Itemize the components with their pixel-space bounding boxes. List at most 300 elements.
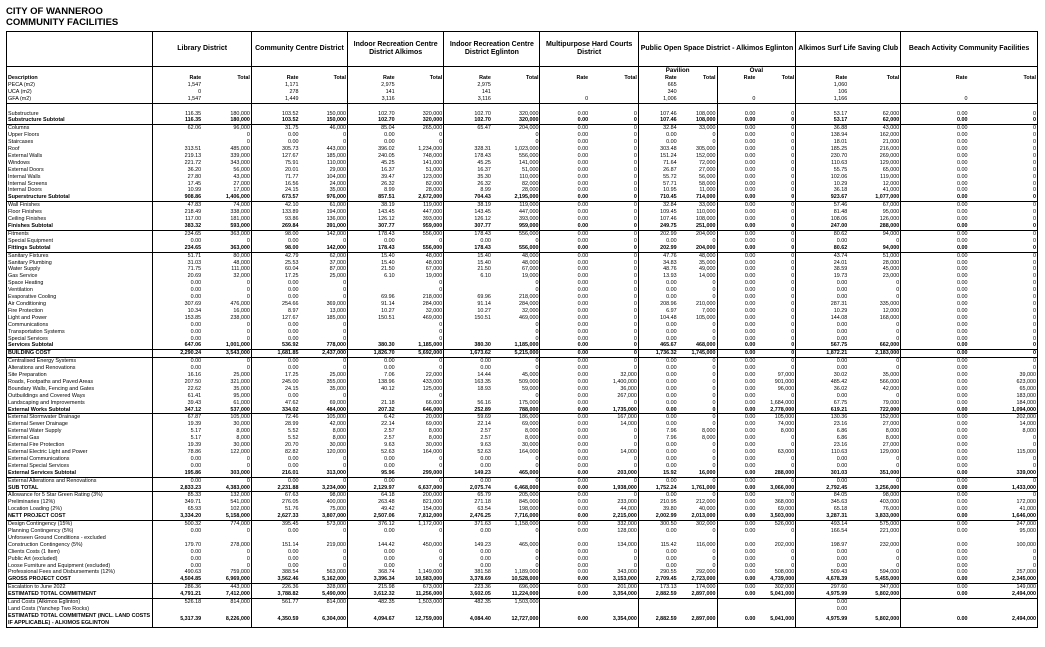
total-cell: 0 [396,365,444,372]
rate-cell: 110.63 [796,449,848,456]
total-cell [848,82,900,89]
total-cell: 0 [589,230,638,237]
total-cell: 0 [589,556,638,563]
rate-cell: 0.00 [540,125,589,132]
total-cell: 12,000 [848,181,900,188]
total-cell: 265,000 [396,125,444,132]
table-row [7,535,1038,542]
rate-cell: 0.00 [717,252,756,259]
rate-cell: 219.13 [153,153,202,160]
total-cell: 30,000 [492,442,540,449]
total-cell: 110,000 [299,160,347,167]
table-row [7,442,1038,449]
row-label: Roof [7,146,153,153]
rate-header: Rate [540,75,589,82]
total-cell: 123,000 [396,174,444,181]
total-cell: 67,000 [848,202,900,209]
total-cell: 901,000 [756,379,795,386]
total-cell: 65,000 [968,386,1037,393]
total-cell [756,82,795,89]
rate-cell: 109.45 [638,209,677,216]
table-row [7,252,1038,259]
rate-cell: 1,872.21 [796,350,848,358]
rate-cell: 0 [901,96,969,103]
rate-cell: 0.00 [717,477,756,484]
total-cell: 36,000 [589,386,638,393]
rate-cell: 0.00 [638,329,677,336]
rate-cell: 208.96 [638,301,677,308]
rate-cell: 0.00 [717,414,756,421]
total-cell: 0 [492,528,540,535]
total-cell: 0 [492,563,540,570]
total-cell: 623,000 [968,379,1037,386]
total-cell: 216,000 [848,146,900,153]
rate-cell: 0.00 [796,238,848,245]
rate-cell: 301.03 [796,470,848,477]
rate-cell: 0.00 [901,569,969,576]
total-cell: 541,000 [202,499,251,506]
total-cell: 129,000 [848,160,900,167]
total-cell [848,103,900,110]
rate-cell: 0.00 [638,386,677,393]
rate-cell: 1,547 [153,82,202,89]
rate-cell: 17.25 [251,372,299,379]
rate-cell: 51.71 [153,252,202,259]
rate-cell: 153.85 [153,315,202,322]
total-cell: 32,000 [492,308,540,315]
total-cell: 42,000 [299,421,347,428]
rate-cell: 26.32 [444,181,492,188]
total-cell: 0 [202,563,251,570]
rate-cell: 0.00 [348,238,396,245]
total-cell [589,535,638,542]
rate-cell: 20.70 [251,442,299,449]
rate-cell: 36.02 [796,386,848,393]
total-cell: 74,000 [756,421,795,428]
rate-cell: 0.00 [153,528,202,535]
total-cell: 0 [396,280,444,287]
total-cell: 0 [589,315,638,322]
total-cell: 288,000 [756,470,795,477]
total-cell: 284,000 [492,301,540,308]
rate-cell: 133.89 [251,209,299,216]
total-cell: 69,000 [756,506,795,513]
total-cell: 0 [589,139,638,146]
total-cell: 1,745,000 [678,350,717,358]
total-cell: 94,000 [848,230,900,237]
total-cell: 0 [589,549,638,556]
total-cell: 0 [968,435,1037,442]
rate-cell: 0.00 [444,563,492,570]
rate-cell: 0.00 [901,280,969,287]
total-cell: 11,224,000 [492,591,540,598]
total-cell: 45,000 [848,266,900,273]
rate-cell: 26.32 [348,181,396,188]
row-label: SUB TOTAL [7,485,153,492]
total-cell: 0 [202,556,251,563]
table-row [7,187,1038,194]
row-label: Sanitary Fixtures [7,252,153,259]
table-row [7,591,1038,598]
rate-cell [153,535,202,542]
total-cell [202,89,251,96]
rate-cell: 57.71 [638,181,677,188]
rate-cell [153,606,202,613]
row-label: Floor Finishes [7,209,153,216]
rate-cell: 195.86 [153,470,202,477]
total-cell: 320,000 [492,111,540,118]
total-cell: 0 [968,223,1037,230]
total-cell: 3,503,000 [756,513,795,520]
table-row [7,315,1038,322]
total-cell: 43,000 [202,174,251,181]
rate-cell: 67.63 [251,492,299,499]
total-cell: 556,000 [492,153,540,160]
rate-cell: 0.00 [717,336,756,343]
total-cell: 0 [756,160,795,167]
rate-cell: 20.01 [251,167,299,174]
rate-cell: 269.84 [251,223,299,230]
rate-cell: 0.00 [540,181,589,188]
total-cell: 0 [968,194,1037,201]
rate-cell: 0.00 [444,528,492,535]
rate-cell: 207.50 [153,379,202,386]
rate-cell: 0.00 [717,513,756,520]
rate-cell: 64.18 [348,492,396,499]
rate-cell: 1,166 [796,96,848,103]
row-label: External Fire Protection [7,442,153,449]
total-cell: 339,000 [968,470,1037,477]
rate-cell: 9.63 [348,442,396,449]
total-cell: 8,000 [678,428,717,435]
total-cell: 42,000 [848,386,900,393]
table-row [7,563,1038,570]
table-row [7,556,1038,563]
total-cell [756,89,795,96]
total-cell: 0 [756,273,795,280]
rate-cell: 561.77 [251,599,299,606]
rate-cell: 10.29 [796,181,848,188]
total-cell: 0 [756,153,795,160]
rate-cell: 0.00 [901,379,969,386]
table-row [7,499,1038,506]
row-label: PECA (m2) [7,82,153,89]
row-label: External Doors [7,167,153,174]
total-cell: 0 [756,301,795,308]
table-row [7,528,1038,535]
rate-cell: 51.76 [251,506,299,513]
total-cell: 0 [589,194,638,201]
table-row [7,273,1038,280]
rate-cell: 0.00 [717,187,756,194]
total-cell [299,103,347,110]
total-cell [756,103,795,110]
total-cell: 0 [756,280,795,287]
rate-cell: 16.37 [444,167,492,174]
rate-cell: 0.00 [540,569,589,576]
row-label: Fitments [7,230,153,237]
total-cell: 12,727,000 [492,613,540,628]
total-cell: 0 [756,209,795,216]
total-cell: 0 [968,139,1037,146]
rate-cell: 0.00 [540,435,589,442]
rate-cell: 0.00 [796,606,848,613]
total-cell [968,82,1037,89]
table-row [7,174,1038,181]
rate-cell: 0.00 [348,365,396,372]
total-cell: 0 [589,160,638,167]
rate-cell: 0.00 [901,223,969,230]
total-cell: 2,494,000 [968,613,1037,628]
rate-cell: 2,507.06 [348,513,396,520]
total-cell: 2,897,000 [678,591,717,598]
rate-cell: 0.00 [540,132,589,139]
total-cell: 204,000 [678,245,717,252]
row-label: Outbuildings and Covered Ways [7,393,153,400]
rate-cell: 1,673.62 [444,350,492,358]
total-cell: 556,000 [396,230,444,237]
table-row [7,400,1038,407]
total-cell: 0 [756,456,795,463]
rate-cell: 0.00 [638,294,677,301]
total-cell: 29,000 [299,167,347,174]
rate-cell: 215.98 [348,584,396,591]
rate-cell: 0.00 [251,132,299,139]
rate-cell: 0.00 [717,117,756,124]
rate-cell: 0.00 [638,365,677,372]
rate-cell: 8.99 [348,187,396,194]
total-cell: 0 [589,273,638,280]
rate-cell: 15.40 [348,252,396,259]
rate-cell: 0.00 [540,456,589,463]
total-cell: 183,000 [968,393,1037,400]
rate-cell: 673.57 [251,194,299,201]
rate-cell: 24.15 [251,386,299,393]
total-cell [492,96,540,103]
total-cell: 45,000 [492,372,540,379]
rate-cell [348,336,396,343]
total-cell: 0 [299,294,347,301]
table-row [7,435,1038,442]
rate-cell: 0.00 [717,273,756,280]
rate-cell: 126.12 [444,216,492,223]
rate-cell: 0.00 [540,499,589,506]
total-cell: 0 [589,336,638,343]
row-label: External Sewer Drainage [7,421,153,428]
rate-cell: 0.00 [251,139,299,146]
total-cell: 447,000 [396,209,444,216]
rate-cell: 47.62 [251,400,299,407]
total-cell: 3,543,000 [202,350,251,358]
total-cell: 0 [202,287,251,294]
total-cell: 0 [968,245,1037,252]
rate-cell: 106 [796,89,848,96]
total-cell: 1,234,000 [396,146,444,153]
total-cell: 662,000 [848,342,900,349]
total-cell: 5,041,000 [756,591,795,598]
rate-cell: 0.00 [444,238,492,245]
total-cell: 1,433,000 [968,485,1037,492]
total-cell: 2,897,000 [678,613,717,628]
total-cell: 79,000 [848,400,900,407]
total-cell: 0 [492,280,540,287]
rate-cell: 0.00 [348,528,396,535]
total-cell: 10,583,000 [396,576,444,583]
total-cell: 0 [756,308,795,315]
total-cell: 0 [492,463,540,470]
rate-cell: 0.00 [901,499,969,506]
rate-cell: 647.06 [153,342,202,349]
rate-cell: 0.00 [901,556,969,563]
table-row [7,280,1038,287]
rate-cell: 0.00 [540,421,589,428]
rate-cell: 0.00 [796,393,848,400]
org-title: CITY OF WANNEROO [6,6,103,17]
table-row [7,365,1038,372]
rate-cell: 0.00 [901,294,969,301]
total-cell: 0 [968,216,1037,223]
total-cell: 2,013,000 [678,513,717,520]
total-cell: 24,000 [299,181,347,188]
total-cell: 8,000 [202,428,251,435]
rate-cell: 0.00 [251,477,299,484]
total-cell [589,606,638,613]
total-cell: 0 [589,287,638,294]
total-cell: 593,000 [202,223,251,230]
table-row [7,230,1038,237]
rate-cell: 144.42 [348,542,396,549]
total-cell [589,89,638,96]
rate-cell: 0.00 [717,528,756,535]
rate-cell: 21.18 [348,400,396,407]
rate-cell: 1,006 [638,96,677,103]
total-cell: 468,000 [678,342,717,349]
rate-cell: 247.00 [796,223,848,230]
total-cell: 0 [756,216,795,223]
rate-cell: 0.00 [717,591,756,598]
total-cell: 0 [756,139,795,146]
row-label: GFA (m2) [7,96,153,103]
rate-cell: 0.00 [901,591,969,598]
rate-cell: 23.16 [796,421,848,428]
total-cell: 67,000 [492,266,540,273]
rate-cell: 0.00 [901,329,969,336]
total-cell: 0 [589,111,638,118]
rate-cell: 0.00 [540,160,589,167]
rate-cell: 3,612.32 [348,591,396,598]
rate-cell: 0.00 [540,414,589,421]
total-cell: 343,000 [202,160,251,167]
rate-cell [717,103,756,110]
row-label: Water Supply [7,266,153,273]
total-cell [848,535,900,542]
row-label [7,103,153,110]
rate-cell: 3,378.69 [444,576,492,583]
total-cell: 33,000 [678,202,717,209]
rate-cell: 42.10 [251,202,299,209]
total-cell: 119,000 [848,174,900,181]
total-cell [848,606,900,613]
rate-cell: 0.00 [348,563,396,570]
rate-cell: 24.15 [251,187,299,194]
rate-cell: 0.00 [251,556,299,563]
rate-cell: 0.00 [901,181,969,188]
total-cell: 116,000 [678,542,717,549]
total-cell: 788,000 [492,407,540,414]
total-cell [396,103,444,110]
rate-cell: 53.17 [796,117,848,124]
rate-cell: 2,129.97 [348,485,396,492]
total-cell: 174,000 [678,584,717,591]
total-cell: 0 [968,456,1037,463]
total-cell: 0 [589,223,638,230]
rate-cell: 0.00 [444,456,492,463]
rate-cell: 143.45 [348,209,396,216]
rate-cell: 465.67 [638,342,677,349]
total-cell: 8,000 [202,435,251,442]
rate-header: Rate [444,75,492,82]
total-cell: 0 [678,556,717,563]
total-cell: 0 [396,132,444,139]
rate-cell: 0.00 [796,294,848,301]
total-cell: 14,000 [589,449,638,456]
oval-header: Oval [717,67,796,76]
total-cell: 200,000 [396,492,444,499]
total-cell: 0 [589,435,638,442]
rate-cell [796,535,848,542]
rate-cell: 0.00 [540,506,589,513]
rate-cell [251,103,299,110]
rate-cell: 0.00 [251,280,299,287]
rate-cell: 24.01 [796,260,848,267]
rate-cell: 0.00 [638,322,677,329]
total-cell: 0 [202,238,251,245]
total-cell: 136,000 [299,216,347,223]
rate-cell: 307.77 [444,223,492,230]
rate-cell: 0.00 [901,421,969,428]
rate-cell: 42.79 [251,252,299,259]
total-cell: 0 [299,336,347,343]
total-cell: 368,000 [756,499,795,506]
table-row [7,506,1038,513]
total-cell: 0 [756,549,795,556]
rate-cell: 0.00 [540,230,589,237]
group-header-row [7,32,1038,67]
total-cell: 25,000 [202,372,251,379]
total-cell: 46,000 [299,125,347,132]
rate-cell: 98.00 [251,245,299,252]
table-row [7,456,1038,463]
rate-cell: 4,791.21 [153,591,202,598]
rate-cell: 0.00 [540,428,589,435]
rate-cell: 230.70 [796,153,848,160]
row-label: Site Preparation [7,372,153,379]
rate-cell: 141 [444,89,492,96]
total-cell: 714,000 [678,194,717,201]
rate-cell: 0.00 [717,266,756,273]
rate-cell: 0.00 [540,273,589,280]
row-label: Loose Furniture and Equipment (excluded) [7,563,153,570]
total-cell: 32,000 [396,308,444,315]
rate-cell: 0.00 [717,146,756,153]
total-cell: 6,468,000 [492,485,540,492]
total-cell: 0 [589,400,638,407]
rate-cell: 0.00 [796,322,848,329]
total-cell: 6,969,000 [202,576,251,583]
total-cell: 3,066,000 [756,485,795,492]
total-cell: 0 [589,308,638,315]
total-cell: 0 [756,435,795,442]
